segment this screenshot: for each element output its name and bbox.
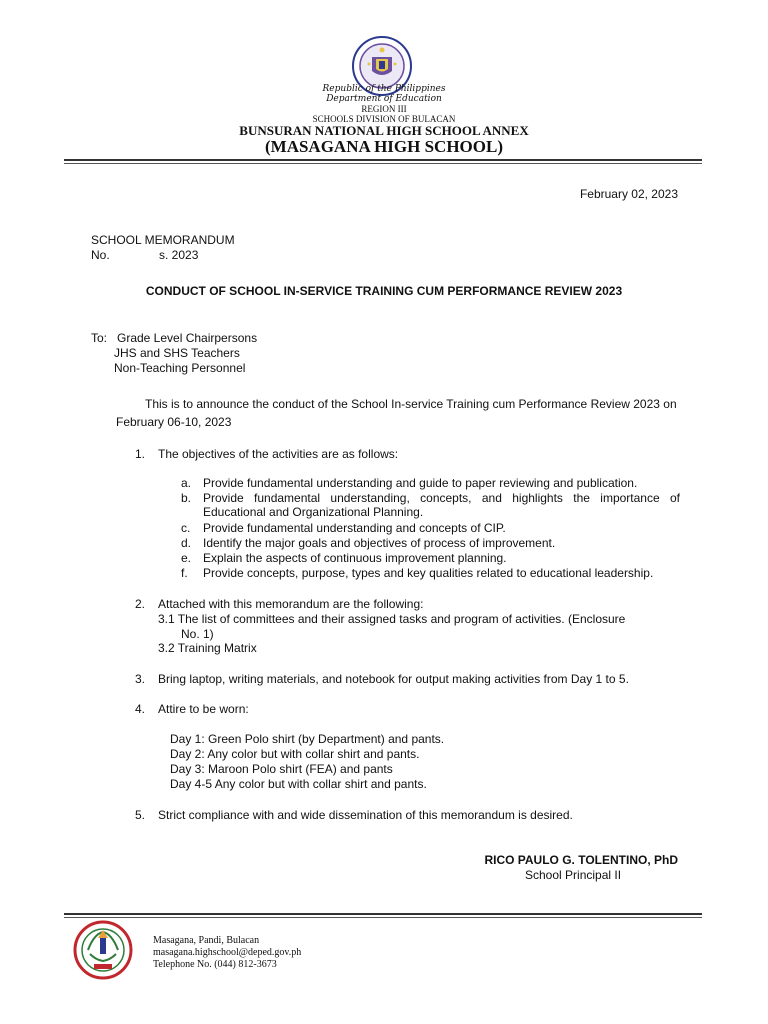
intro-line-2: February 06-10, 2023 [116, 415, 232, 429]
recipient-2: JHS and SHS Teachers [114, 346, 240, 360]
memo-subject: CONDUCT OF SCHOOL IN-SERVICE TRAINING CUM PERFORMANCE REVIEW 2023 [145, 284, 623, 298]
attire-day-1: Day 1: Green Polo shirt (by Department) and pants. [170, 732, 445, 746]
header-school-name: BUNSURAN NATIONAL HIGH SCHOOL ANNEX [239, 123, 529, 138]
recipient-3: Non-Teaching Personnel [114, 361, 246, 375]
attire-day-4-5: Day 4-5 Any color but with collar shirt and pants. [170, 777, 427, 791]
objective-d-letter: d. [181, 536, 192, 550]
objective-d-text: Identify the major goals and objectives of process of improvement. [203, 536, 556, 550]
memo-date: February 02, 2023 [579, 187, 678, 201]
objective-f-letter: f. [181, 566, 188, 580]
header-divider-thin [64, 163, 702, 164]
objective-e-letter: e. [181, 551, 192, 565]
memo-number-label: No. [91, 248, 110, 262]
memo-series: s. 2023 [159, 248, 199, 262]
attachment-3-2: 3.2 Training Matrix [158, 641, 257, 655]
signatory-name: RICO PAULO G. TOLENTINO, PhD [484, 853, 678, 867]
item-3-text: Bring laptop, writing materials, and notebook for output making activities from Day 1 to 5. [158, 672, 629, 686]
to-label: To: [91, 331, 108, 345]
item-4-number: 4. [135, 702, 146, 716]
objective-b-letter: b. [181, 491, 192, 505]
item-2-text: Attached with this memorandum are the following: [158, 597, 424, 611]
item-3-number: 3. [135, 672, 146, 686]
recipient-1: Grade Level Chairpersons [117, 331, 258, 345]
objective-e-text: Explain the aspects of continuous improvement planning. [203, 551, 507, 565]
objective-c-text: Provide fundamental understanding and concepts of CIP. [203, 521, 506, 535]
objective-b-text: Provide fundamental understanding, concepts, and highlights the importance of [203, 491, 680, 505]
signatory-title: School Principal II [525, 868, 622, 882]
item-2-number: 2. [135, 597, 146, 611]
memo-label: SCHOOL MEMORANDUM [91, 233, 235, 247]
objective-f-text: Provide concepts, purpose, types and key qualities related to educational leadership. [203, 566, 654, 580]
intro-line-1: This is to announce the conduct of the School In-service Training cum Performance Review 2023 on [145, 397, 677, 411]
attachment-3-1: 3.1 The list of committees and their assigned tasks and program of activities. (Enclosure [158, 612, 626, 626]
footer-divider [64, 913, 702, 915]
school-logo [68, 920, 138, 980]
attachment-3-1-continuation: No. 1) [181, 627, 214, 641]
item-1-number: 1. [135, 447, 146, 461]
objective-c-letter: c. [181, 521, 191, 535]
item-5-number: 5. [135, 808, 146, 822]
objective-b-continuation: Educational and Organizational Planning. [203, 505, 424, 519]
header-region: REGION III [361, 104, 407, 114]
footer-phone: Telephone No. (044) 812-3673 [153, 959, 277, 970]
item-5-text: Strict compliance with and wide dissemination of this memorandum is desired. [158, 808, 573, 822]
objective-a-text: Provide fundamental understanding and guide to paper reviewing and publication. [203, 476, 638, 490]
attire-day-2: Day 2: Any color but with collar shirt and pants. [170, 747, 420, 761]
attire-day-3: Day 3: Maroon Polo shirt (FEA) and pants [170, 762, 393, 776]
header-republic: Republic of the Philippines [322, 84, 446, 94]
header-division: SCHOOLS DIVISION OF BULACAN [312, 114, 456, 124]
footer-divider-thin [64, 917, 702, 918]
item-1-text: The objectives of the activities are as follows: [158, 447, 399, 461]
footer-email[interactable]: masagana.highschool@deped.gov.ph [153, 947, 302, 958]
footer-address: Masagana, Pandi, Bulacan [153, 935, 260, 946]
item-4-text: Attire to be worn: [158, 702, 249, 716]
header-school-alt-name: (MASAGANA HIGH SCHOOL) [264, 137, 504, 156]
header-department: Department of Education [326, 94, 442, 104]
objective-a-letter: a. [181, 476, 192, 490]
header-divider [64, 159, 702, 161]
